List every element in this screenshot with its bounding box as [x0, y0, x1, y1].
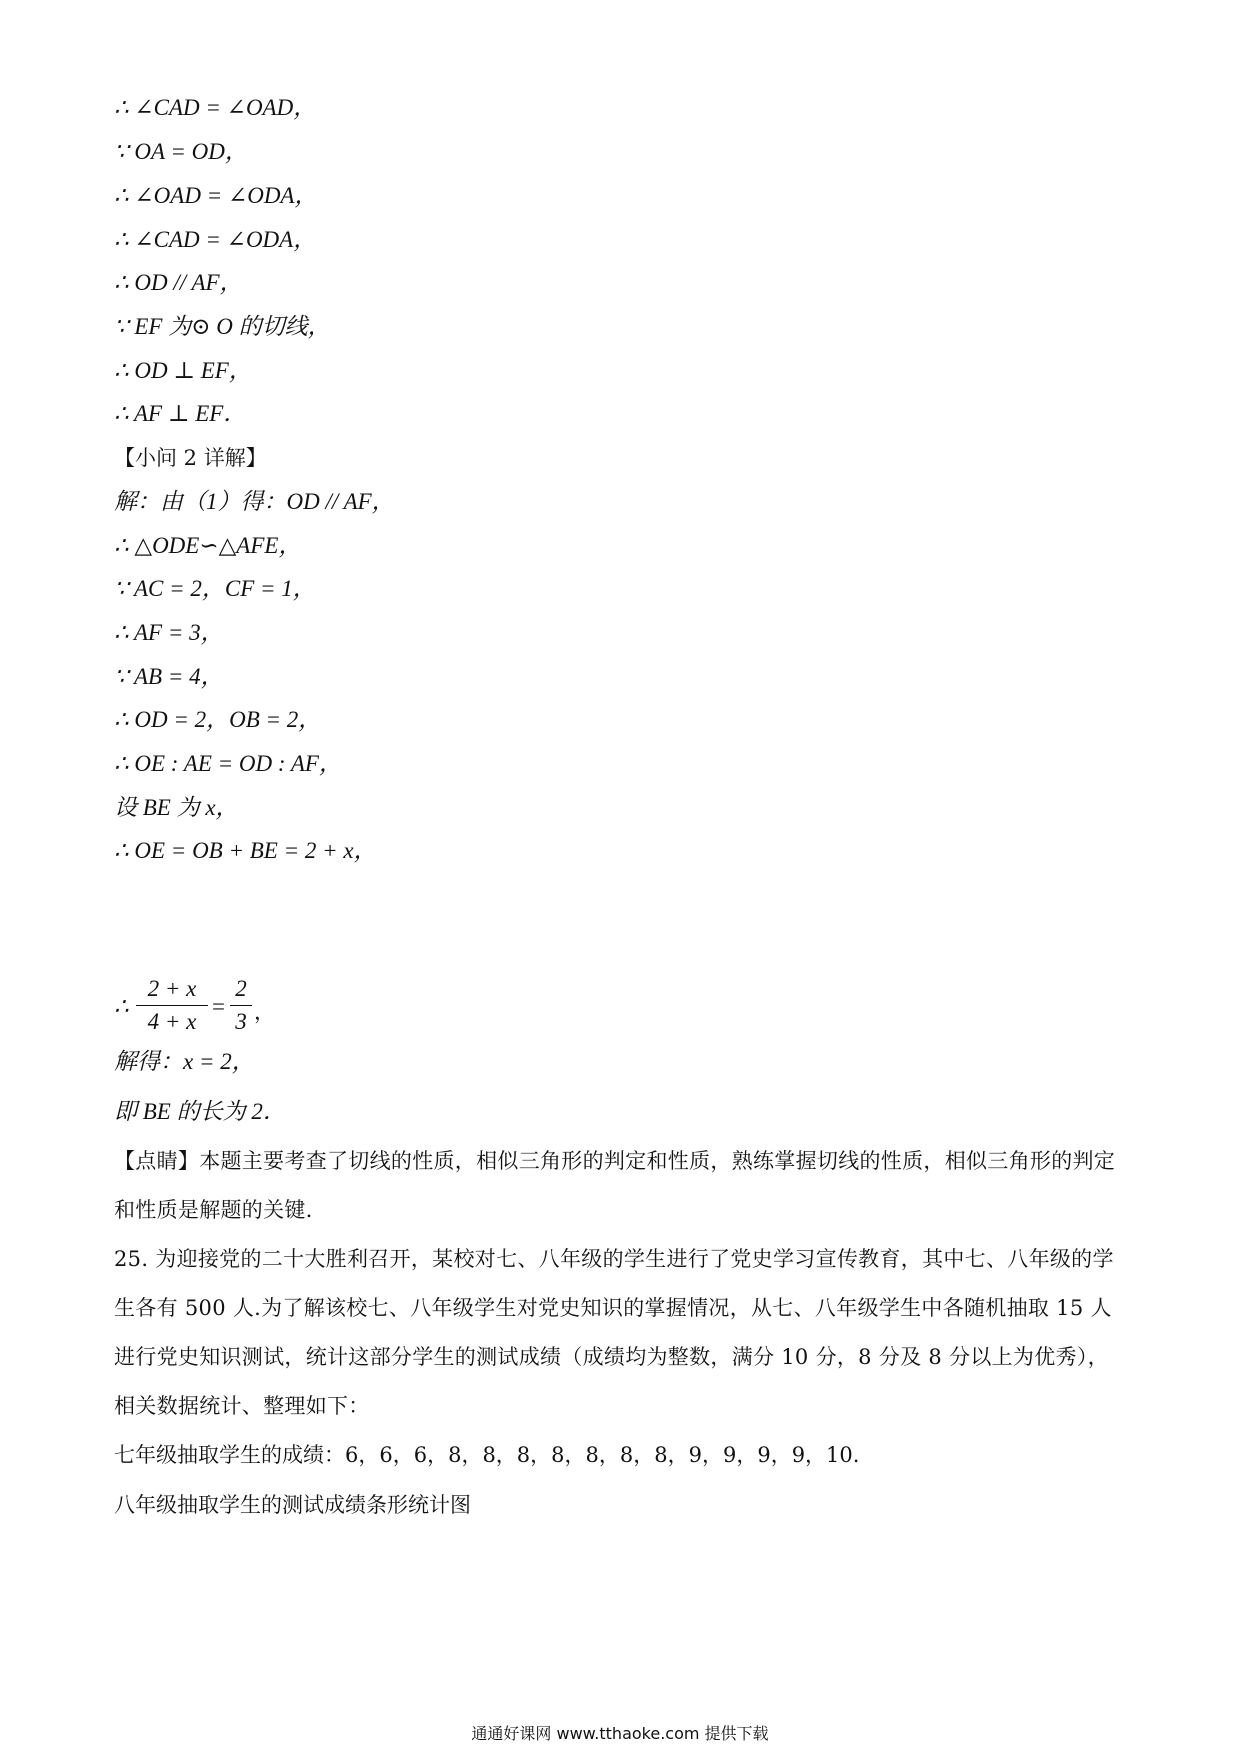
- solution-line: 设 BE 为 x，: [114, 795, 239, 820]
- question-25-text: 25. 为迎接党的二十大胜利召开，某校对七、八年级的学生进行了党史学习宣传教育，其中七、八年级的学生各有 500 人.为了解该校七、八年级学生对党史知识的掌握情况，从七、八年级学生中各随机抽取 15 人进行党史知识测试，统计这部分学生的测试成绩（成绩均为整数，满分 10 分，8 分及 8 分以上为优秀），相关数据统计、整理如下：: [114, 1247, 1114, 1418]
- solve-line: 解得：x = 2，: [114, 1049, 255, 1074]
- solution-line: ∵ AC = 2，CF = 1，: [114, 576, 316, 601]
- solution-line: 解：由（1）得：OD // AF，: [114, 489, 395, 514]
- grade7-scores: 七年级抽取学生的成绩：6，6，6，8，8，8，8，8，8，8，9，9，9，9，10.: [114, 1443, 860, 1467]
- left-numerator: 2 + x: [147, 976, 197, 1001]
- page-footer: 通通好课网 www.tthaoke.com 提供下载: [471, 1724, 769, 1743]
- fraction-bar: [136, 1005, 208, 1006]
- fraction-equation: [114, 974, 514, 1044]
- proof-line: ∴ ∠CAD = ∠ODA，: [114, 227, 317, 252]
- comment-paragraph: 【点睛】本题主要考查了切线的性质，相似三角形的判定和性质，熟练掌握切线的性质，相似三角形的判定和性质是解题的关键．: [114, 1149, 1116, 1222]
- right-numerator: 2: [235, 976, 247, 1001]
- proof-line: ∴ OD ⊥ EF，: [114, 358, 252, 383]
- solution-line: ∴ △ODE∽△AFE，: [114, 533, 302, 558]
- solution-line: ∴ AF = 3，: [114, 620, 224, 645]
- equals-sign: =: [212, 994, 225, 1019]
- proof-line: ∴ AF ⊥ EF．: [114, 401, 247, 426]
- left-denominator: 4 + x: [147, 1009, 197, 1034]
- proof-line: ∵ EF 为⊙ O 的切线，: [114, 314, 331, 339]
- proof-line: ∴ OD // AF，: [114, 270, 243, 295]
- left-fraction: [136, 974, 208, 1037]
- therefore-symbol: ∴: [114, 994, 129, 1019]
- proof-line: ∵ OA = OD，: [114, 139, 248, 164]
- grade8-chart-caption: 八年级抽取学生的测试成绩条形统计图: [114, 1493, 471, 1517]
- solution-line: ∴ OE : AE = OD : AF，: [114, 751, 342, 776]
- answer-line: 即 BE 的长为 2．: [114, 1099, 286, 1124]
- solution-line: ∴ OD = 2，OB = 2，: [114, 707, 322, 732]
- fraction-bar: [230, 1005, 252, 1006]
- solution-line: ∴ OE = OB + BE = 2 + x，: [114, 838, 377, 863]
- comma: ，: [254, 1000, 275, 1024]
- proof-line: ∴ ∠CAD = ∠OAD，: [114, 95, 317, 120]
- section-heading: 【小问 2 详解】: [114, 446, 267, 470]
- proof-line: ∴ ∠OAD = ∠ODA，: [114, 183, 318, 208]
- solution-line: ∵ AB = 4，: [114, 664, 224, 689]
- right-denominator: 3: [235, 1009, 247, 1034]
- right-fraction: [230, 974, 252, 1037]
